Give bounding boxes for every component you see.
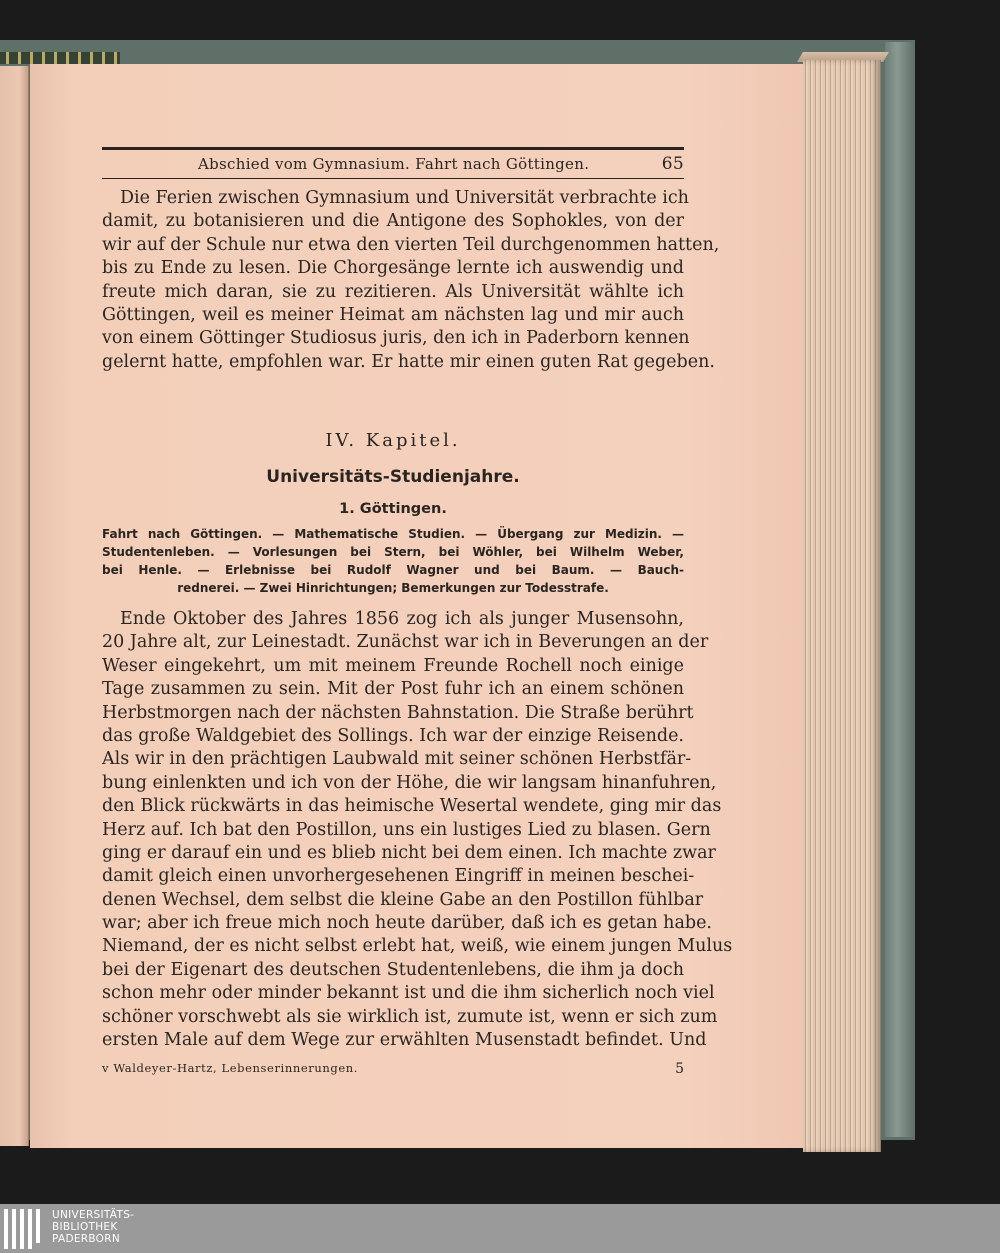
text-line: bei der Eigenart des deutschen Studentenlebens, die ihm ja doch [102, 959, 684, 980]
text-line: ging er darauf ein und es blieb nicht bei dem einen. Ich machte zwar [102, 842, 716, 863]
text-line: Als wir in den prächtigen Laubwald mit seiner schönen Herbstfär- [102, 749, 692, 770]
header-underline [102, 178, 684, 179]
text-line: ersten Male auf dem Wege zur erwählten Musenstadt befindet. Und [102, 1030, 707, 1051]
paragraph-2 [102, 608, 733, 1052]
text-line: schon mehr oder minder bekannt ist und die ihm sicherlich noch viel [102, 983, 715, 1004]
text-line: das große Waldgebiet des Sollings. Ich war der einzige Reisende. [102, 725, 684, 746]
chapter-summary [102, 525, 684, 597]
library-name-line: PADERBORN [52, 1233, 120, 1245]
page-number: 65 [661, 154, 684, 174]
summary-line: rednerei. — Zwei Hinrichtungen; Bemerkungen zur Todesstrafe. [177, 581, 609, 595]
text-line: von einem Göttinger Studiosus juris, den ich in Paderborn kennen [102, 328, 690, 349]
spine-decoration [0, 52, 120, 64]
library-banner [0, 1204, 1000, 1253]
text-line: Niemand, der es nicht selbst erlebt hat, weiß, wie einem jungen Mulus [102, 936, 733, 957]
text-line: freute mich daran, sie zu rezitieren. Als Universität wählte ich [102, 281, 684, 302]
text-line: Ende Oktober des Jahres 1856 zog ich als junger Musensohn, [120, 609, 684, 629]
section-title: 1. Göttingen. [339, 501, 447, 517]
text-line: gelernt hatte, empfohlen war. Er hatte mir einen guten Rat gegeben. [102, 351, 715, 372]
summary-line: Studentenleben. — Vorlesungen bei Stern, bei Wöhler, bei Wilhelm Weber, [102, 545, 684, 559]
sheet-number: 5 [675, 1061, 684, 1077]
text-line: den Blick rückwärts in das heimische Wesertal wendete, ging mir das [102, 796, 722, 817]
running-head [102, 155, 684, 177]
text-line: Tage zusammen zu sein. Mit der Post fuhr ich an einem schönen [102, 679, 684, 700]
text-line: war; aber ich freue mich noch heute darüber, daß ich es getan habe. [102, 913, 712, 934]
page-block-edges [803, 60, 881, 1152]
library-name [52, 1209, 134, 1245]
text-line: Herbstmorgen nach der nächsten Bahnstation. Die Straße berührt [102, 702, 694, 723]
text-line: damit gleich einen unvorhergesehenen Eingriff in meinen beschei- [102, 866, 695, 887]
book-cover-edge [885, 42, 915, 1137]
chapter-heading: Universitäts-Studienjahre. [266, 467, 520, 487]
text-line: wir auf der Schule nur etwa den vierten Teil durchgenommen hatten, [102, 234, 720, 255]
signature-mark: v Waldeyer-Hartz, Lebenserinnerungen. [102, 1061, 358, 1075]
text-line: denen Wechsel, dem selbst die kleine Gabe an den Postillon fühlbar [102, 889, 704, 910]
running-head-title: Abschied vom Gymnasium. Fahrt nach Göttingen. [198, 155, 590, 173]
text-line: Weser eingekehrt, um mit meinem Freunde Rochell noch einige [102, 655, 684, 676]
library-name-line: UNIVERSITÄTS- [52, 1209, 135, 1221]
text-line: damit, zu botanisieren und die Antigone des Sophokles, von der [102, 211, 684, 232]
text-line: bung einlenkten und ich von der Höhe, die wir langsam hinanfuhren, [102, 772, 717, 793]
library-logo-icon [4, 1209, 46, 1249]
left-page-edge [0, 66, 29, 1146]
text-line: Die Ferien zwischen Gymnasium und Universität verbrachte ich [120, 188, 689, 208]
chapter-title: IV. Kapitel. [325, 430, 461, 451]
paragraph-1 [102, 187, 720, 374]
summary-line: Fahrt nach Göttingen. — Mathematische Studien. — Übergang zur Medizin. — [102, 527, 684, 541]
page-footer [102, 1061, 684, 1079]
text-line: Herz auf. Ich bat den Postillon, uns ein lustiges Lied zu blasen. Gern [102, 819, 711, 840]
header-rule [102, 147, 684, 150]
summary-line: bei Henle. — Erlebnisse bei Rudolf Wagner und bei Baum. — Bauch- [102, 563, 684, 577]
text-line: Göttingen, weil es meiner Heimat am nächsten lag und mir auch [102, 304, 684, 325]
text-line: schöner vorschwebt als sie wirklich ist, zumute ist, wenn er sich zum [102, 1006, 718, 1027]
text-line: bis zu Ende zu lesen. Die Chorgesänge lernte ich auswendig und [102, 258, 684, 279]
text-line: 20 Jahre alt, zur Leinestadt. Zunächst war ich in Beverungen an der [102, 632, 709, 653]
library-name-line: BIBLIOTHEK [52, 1221, 118, 1233]
